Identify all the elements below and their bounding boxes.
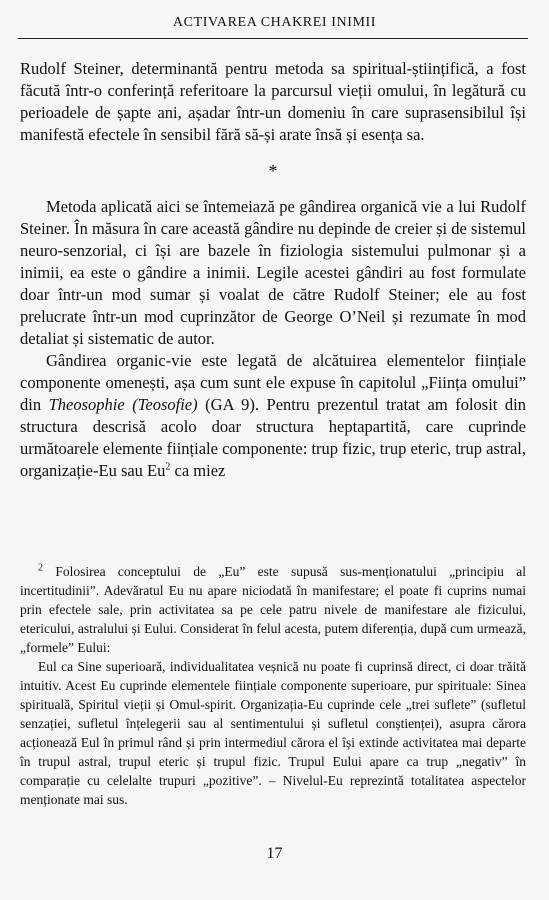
paragraph-3-text-b: (GA 9). Pentru prezentul tratat am folosit din structura descrisă acolo doar structura heptapartită, care cuprinde următoarele elemente ființiale componente: trup fizic, trup eteric, trup astral, organizație-Eu sau Eu [20,395,526,480]
book-title-italic: Theosophie (Teosofie) [48,395,198,414]
header-rule [18,38,528,39]
paragraph-3-text-c: ca miez [170,461,226,480]
footnote-marker: 2 [38,562,43,574]
footnote-text-1: Folosirea conceptului de „Eu” este supusă sus-menționatului „principiu al incertitudinii”. Adevăratul Eu nu apare niciodată în manifestare; el poate fi cuprins numai prin efectele sale, prin activitatea sa pe cele patru nivele de manifestare ale fizicului, etericului, astralului și Eului. Considerat în felul acesta, putem diferenția, după cum urmează, „formele” Eului: [20,564,526,655]
paragraph-3 [20,350,526,482]
paragraph-3-text-a: Gândirea organic-vie este legată de alcătuirea elementelor ființiale componente omenești, așa cum sunt ele expuse în capitolul „Ființa omului” din [20,351,526,414]
running-title: ACTIVAREA CHAKREI INIMII [172,15,377,30]
footnote-reference[interactable]: 2 [165,461,171,473]
paragraph-2: Metoda aplicată aici se întemeiază pe gândirea organică vie a lui Rudolf Steiner. În măsura în care această gândire nu depinde de creier și de sistemul neuro-senzorial, ci își are bazele în fiziologia sistemului pulmonar și a inimii, ea este o gândire a inimii. Legile acestei gândiri au fost formulate doar într-un mod sumar și voalat de către Rudolf Steiner; ele au fost prelucrate într-un mod cuprinzător de George O’Neil și rezumate în mod detaliat și sistematic de autor. [20,197,526,348]
main-text [20,58,526,482]
paragraph-1: Rudolf Steiner, determinantă pentru metoda sa spiritual-științifică, a fost făcută într-o conferință referitoare la parcursul vieții omului, în legătură cu perioadele de șapte ani, așadar într-un domeniu în care suprasensibilul își manifestă efectele în sensibil fără să-și arate însă și esența sa. [20,59,526,144]
footnote [20,562,526,809]
footnote-paragraph-1 [20,562,526,657]
footnote-paragraph-2: Eul ca Sine superioară, individualitatea veșnică nu poate fi cuprinsă direct, ci doar trăită intuitiv. Acest Eu cuprinde elementele ființiale componente superioare, pur spirituale: Sinea spirituală, Spiritul vieții și Omul-spirit. Organizația-Eu cuprinde cele „trei suflete” (sufletul senzației, sufletul înțelegerii sau al sentimentului și sufletul conștienței), asupra cărora acționează Eul în primul rând și prin intermediul cărora el își extinde activitatea mai departe în trupul astral, trupul eteric și trupul fizic. Trupul Eului apare ca trup „negativ” în comparație cu celelalte trupuri „pozitive”. – Nivelul-Eu reprezintă totalitatea aspectelor menționate mai sus. [20,659,526,807]
section-separator: * [268,161,278,181]
page-number: 17 [266,845,283,862]
